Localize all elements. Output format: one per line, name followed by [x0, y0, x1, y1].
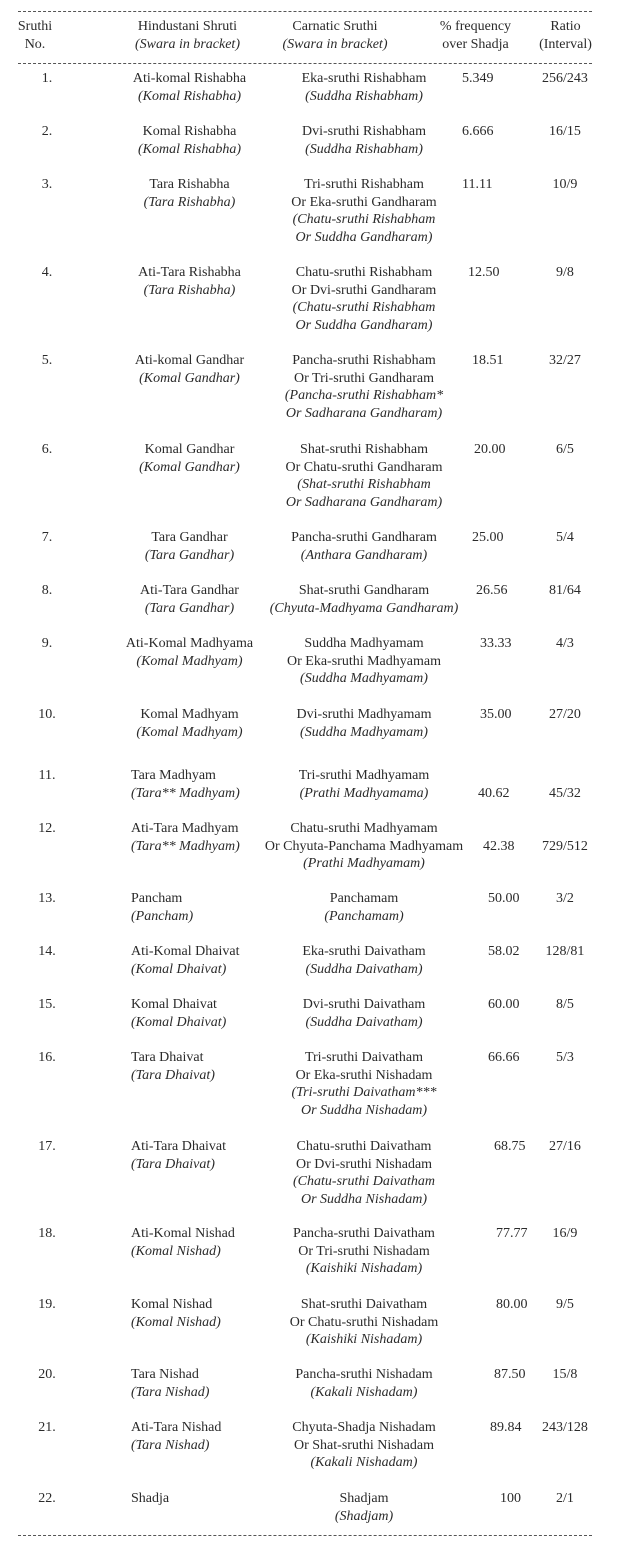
hindustani-name: Ati-Tara Rishabha: [138, 265, 241, 280]
ratio-value: 5/4: [556, 530, 574, 545]
carnatic-swara: (Chatu-sruthi Daivatham: [293, 1174, 435, 1189]
frequency-value: 50.00: [488, 891, 520, 906]
carnatic-name: Or Tri-sruthi Nishadam: [298, 1243, 430, 1259]
ratio-value: 729/512: [542, 839, 588, 854]
carnatic-name: Panchamam: [329, 891, 399, 906]
carnatic-name: Or Chatu-sruthi Gandharam: [285, 459, 443, 475]
table-header: [0, 18, 619, 58]
carnatic-name: Pancha-sruthi Daivatham: [293, 1226, 435, 1241]
hindustani-shruti: [122, 352, 257, 387]
ratio-value: 128/81: [545, 944, 585, 959]
header-rule: [18, 63, 592, 64]
hindustani-name: Ati-Tara Madhyam: [131, 821, 239, 836]
header-ratio: Ratio (Interval): [539, 19, 592, 52]
ratio-value: 27/20: [549, 707, 581, 722]
hindustani-swara: (Tara Nishad): [131, 1384, 210, 1400]
carnatic-swara: (Suddha Madhyamam): [300, 671, 428, 686]
carnatic-name: Or Eka-sruthi Gandharam: [291, 194, 437, 210]
hindustani-name: Komal Rishabha: [142, 124, 237, 139]
sruthi-number: 10.: [38, 707, 56, 722]
carnatic-swara: (Anthara Gandharam): [300, 547, 428, 563]
carnatic-name: Or Dvi-sruthi Gandharam: [291, 282, 437, 298]
header-carnatic: Carnatic Sruthi (Swara in bracket): [282, 19, 388, 52]
hindustani-shruti: [131, 996, 266, 1031]
hindustani-shruti: [131, 1419, 266, 1454]
hindustani-shruti: [122, 635, 257, 670]
carnatic-name: Pancha-sruthi Gandharam: [291, 530, 437, 545]
ratio-value: 243/128: [542, 1420, 588, 1435]
hindustani-shruti: [131, 1366, 266, 1401]
frequency-value: 35.00: [480, 707, 512, 722]
carnatic-swara: (Prathi Madhyamam): [303, 856, 425, 871]
sruthi-number: 1.: [41, 71, 53, 86]
ratio-value: 2/1: [556, 1491, 574, 1506]
frequency-value: 33.33: [480, 636, 512, 651]
carnatic-name: Or Chatu-sruthi Nishadam: [289, 1314, 439, 1330]
hindustani-name: Komal Dhaivat: [131, 997, 217, 1012]
carnatic-sruthi: [252, 176, 476, 246]
carnatic-swara: (Suddha Daivatham): [305, 961, 423, 977]
carnatic-name: Or Shat-sruthi Nishadam: [294, 1437, 434, 1453]
ratio-value: 32/27: [549, 353, 581, 368]
carnatic-name: Or Eka-sruthi Madhyamam: [287, 653, 441, 669]
sruthi-number: 9.: [41, 636, 53, 651]
frequency-value: 42.38: [483, 839, 515, 854]
hindustani-name: Tara Madhyam: [131, 768, 216, 783]
carnatic-swara: (Shat-sruthi Rishabham: [297, 477, 431, 492]
carnatic-name: Shadjam: [339, 1491, 389, 1506]
carnatic-swara: (Suddha Madhyamam): [300, 724, 428, 740]
carnatic-name: Chyuta-Shadja Nishadam: [292, 1420, 436, 1435]
carnatic-swara: Or Sadharana Gandharam): [285, 405, 443, 421]
header-no: Sruthi No.: [17, 19, 53, 52]
frequency-value: 25.00: [472, 530, 504, 545]
hindustani-shruti: [131, 820, 266, 855]
frequency-value: 40.62: [478, 786, 510, 801]
ratio-value: 6/5: [556, 442, 574, 457]
top-rule: [18, 11, 592, 12]
hindustani-swara: (Komal Nishad): [131, 1243, 221, 1259]
header-hindustani: Hindustani Shruti (Swara in bracket): [135, 19, 240, 52]
hindustani-shruti: [131, 1049, 266, 1084]
hindustani-shruti: [122, 529, 257, 564]
hindustani-shruti: [131, 767, 266, 802]
hindustani-shruti: [122, 582, 257, 617]
hindustani-swara: (Pancham): [131, 908, 194, 924]
frequency-value: 68.75: [494, 1139, 526, 1154]
hindustani-name: Ati-komal Gandhar: [134, 353, 245, 368]
sruthi-number: 20.: [38, 1367, 56, 1382]
carnatic-sruthi: [252, 1296, 476, 1349]
hindustani-name: Shadja: [131, 1491, 170, 1506]
sruthi-number: 4.: [41, 265, 53, 280]
hindustani-shruti: [131, 1138, 266, 1173]
hindustani-name: Ati-Tara Nishad: [131, 1420, 222, 1435]
hindustani-swara: (Komal Gandhar): [139, 370, 240, 386]
sruthi-number: 16.: [38, 1050, 56, 1065]
ratio-value: 8/5: [556, 997, 574, 1012]
carnatic-name: Suddha Madhyamam: [304, 636, 424, 651]
ratio-value: 4/3: [556, 636, 574, 651]
carnatic-swara: (Pancha-sruthi Rishabham*: [284, 388, 444, 403]
sruthi-number: 17.: [38, 1139, 56, 1154]
hindustani-name: Komal Nishad: [131, 1297, 213, 1312]
hindustani-shruti: [131, 943, 266, 978]
sruthi-number: 6.: [41, 442, 53, 457]
hindustani-name: Komal Gandhar: [144, 442, 235, 457]
hindustani-swara: (Tara** Madhyam): [131, 838, 240, 854]
hindustani-shruti: [122, 264, 257, 299]
hindustani-name: Tara Dhaivat: [131, 1050, 204, 1065]
sruthi-number: 8.: [41, 583, 53, 598]
carnatic-name: Tri-sruthi Rishabham: [304, 177, 424, 192]
hindustani-shruti: [122, 123, 257, 158]
hindustani-name: Komal Madhyam: [140, 707, 239, 722]
carnatic-swara: (Tri-sruthi Daivatham***: [291, 1085, 437, 1100]
carnatic-name: Dvi-sruthi Daivatham: [302, 997, 426, 1012]
hindustani-swara: (Tara Dhaivat): [131, 1156, 215, 1172]
ratio-value: 256/243: [542, 71, 588, 86]
carnatic-sruthi: [252, 70, 476, 105]
sruthi-number: 15.: [38, 997, 56, 1012]
carnatic-name: Eka-sruthi Rishabham: [301, 71, 427, 86]
frequency-value: 26.56: [476, 583, 508, 598]
hindustani-swara: (Tara Dhaivat): [131, 1067, 215, 1083]
sruthi-number: 18.: [38, 1226, 56, 1241]
carnatic-name: Shat-sruthi Rishabham: [300, 442, 428, 457]
hindustani-swara: (Komal Nishad): [131, 1314, 221, 1330]
frequency-value: 20.00: [474, 442, 506, 457]
carnatic-swara: (Panchamam): [324, 908, 404, 924]
carnatic-sruthi: [252, 996, 476, 1031]
frequency-value: 77.77: [496, 1226, 528, 1241]
hindustani-name: Pancham: [131, 891, 183, 906]
carnatic-sruthi: [252, 706, 476, 741]
carnatic-sruthi: [252, 352, 476, 422]
frequency-value: 89.84: [490, 1420, 522, 1435]
sruthi-number: 21.: [38, 1420, 56, 1435]
carnatic-name: Or Dvi-sruthi Nishadam: [295, 1156, 433, 1172]
carnatic-sruthi: [252, 1049, 476, 1119]
ratio-value: 27/16: [549, 1139, 581, 1154]
carnatic-swara: (Chatu-sruthi Rishabham: [292, 212, 436, 227]
carnatic-swara: (Suddha Daivatham): [305, 1014, 423, 1030]
carnatic-name: Tri-sruthi Madhyamam: [298, 768, 430, 783]
sruthi-number: 2.: [41, 124, 53, 139]
hindustani-swara: (Tara Nishad): [131, 1437, 210, 1453]
carnatic-name: Chatu-sruthi Madhyamam: [290, 821, 438, 836]
hindustani-name: Ati-Tara Gandhar: [140, 583, 239, 598]
carnatic-name: Pancha-sruthi Rishabham: [292, 353, 436, 368]
carnatic-name: Shat-sruthi Daivatham: [300, 1297, 428, 1312]
carnatic-swara: (Chyuta-Madhyama Gandharam): [269, 600, 459, 616]
hindustani-shruti: [122, 706, 257, 741]
hindustani-swara: (Komal Dhaivat): [131, 961, 227, 977]
carnatic-swara: Or Suddha Nishadam): [300, 1191, 427, 1207]
carnatic-swara: (Shadjam): [334, 1508, 394, 1524]
carnatic-name: Or Tri-sruthi Gandharam: [294, 370, 434, 386]
hindustani-swara: (Tara Gandhar): [144, 547, 235, 563]
carnatic-name: Tri-sruthi Daivatham: [304, 1050, 424, 1065]
hindustani-swara: (Komal Madhyam): [136, 653, 243, 669]
carnatic-sruthi: [252, 943, 476, 978]
carnatic-sruthi: [252, 890, 476, 925]
hindustani-shruti: [131, 1490, 266, 1508]
ratio-value: 15/8: [552, 1367, 578, 1382]
frequency-value: 87.50: [494, 1367, 526, 1382]
bottom-rule: [18, 1535, 592, 1536]
carnatic-name: Eka-sruthi Daivatham: [302, 944, 426, 959]
carnatic-sruthi: [252, 1366, 476, 1401]
carnatic-sruthi: [252, 582, 476, 617]
carnatic-sruthi: [252, 529, 476, 564]
hindustani-shruti: [122, 176, 257, 211]
hindustani-swara: (Komal Gandhar): [139, 459, 240, 475]
carnatic-swara: Or Suddha Nishadam): [300, 1102, 427, 1118]
hindustani-name: Ati-Komal Nishad: [131, 1226, 235, 1241]
ratio-value: 45/32: [549, 786, 581, 801]
ratio-value: 3/2: [556, 891, 574, 906]
carnatic-name: Chatu-sruthi Daivatham: [296, 1139, 432, 1154]
carnatic-sruthi: [252, 1225, 476, 1278]
carnatic-sruthi: [252, 441, 476, 511]
hindustani-name: Tara Rishabha: [149, 177, 230, 192]
hindustani-shruti: [122, 441, 257, 476]
carnatic-name: Or Eka-sruthi Nishadam: [295, 1067, 433, 1083]
hindustani-shruti: [131, 890, 266, 925]
hindustani-swara: (Tara Rishabha): [143, 194, 236, 210]
carnatic-sruthi: [252, 1419, 476, 1472]
hindustani-name: Tara Nishad: [131, 1367, 199, 1382]
hindustani-swara: (Tara Rishabha): [143, 282, 236, 298]
carnatic-sruthi: [252, 1490, 476, 1525]
sruthi-number: 13.: [38, 891, 56, 906]
sruthi-number: 11.: [38, 768, 56, 783]
frequency-value: 66.66: [488, 1050, 520, 1065]
carnatic-swara: (Kaishiki Nishadam): [305, 1261, 423, 1276]
carnatic-name: Dvi-sruthi Rishabham: [301, 124, 427, 139]
carnatic-swara: Or Suddha Gandharam): [295, 317, 433, 333]
carnatic-swara: (Kakali Nishadam): [310, 1455, 418, 1470]
ratio-value: 9/8: [556, 265, 574, 280]
hindustani-swara: (Tara Gandhar): [144, 600, 235, 616]
ratio-value: 9/5: [556, 1297, 574, 1312]
carnatic-name: Or Chyuta-Panchama Madhyamam: [264, 838, 464, 854]
carnatic-sruthi: [252, 1138, 476, 1208]
hindustani-name: Ati-Komal Madhyama: [125, 636, 254, 651]
ratio-value: 5/3: [556, 1050, 574, 1065]
carnatic-swara: (Chatu-sruthi Rishabham: [292, 300, 436, 315]
carnatic-swara: Or Suddha Gandharam): [295, 229, 433, 245]
header-frequency: % frequency over Shadja: [439, 19, 512, 52]
carnatic-name: Chatu-sruthi Rishabham: [295, 265, 433, 280]
frequency-value: 58.02: [488, 944, 520, 959]
carnatic-swara: (Prathi Madhyamama): [299, 785, 429, 801]
carnatic-sruthi: [252, 635, 476, 688]
carnatic-name: Pancha-sruthi Nishadam: [295, 1367, 433, 1382]
hindustani-name: Ati-komal Rishabha: [132, 71, 247, 86]
sruthi-number: 19.: [38, 1297, 56, 1312]
carnatic-name: Dvi-sruthi Madhyamam: [296, 707, 432, 722]
frequency-value: 18.51: [472, 353, 504, 368]
hindustani-swara: (Komal Rishabha): [137, 141, 242, 157]
frequency-value: 6.666: [462, 124, 494, 139]
ratio-value: 16/15: [549, 124, 581, 139]
carnatic-sruthi: [252, 767, 476, 802]
carnatic-swara: (Suddha Rishabham): [305, 88, 423, 104]
carnatic-sruthi: [252, 264, 476, 334]
hindustani-shruti: [131, 1296, 266, 1331]
hindustani-name: Ati-Tara Dhaivat: [131, 1139, 227, 1154]
sruthi-number: 12.: [38, 821, 56, 836]
hindustani-swara: (Komal Dhaivat): [131, 1014, 227, 1030]
frequency-value: 80.00: [496, 1297, 528, 1312]
sruthi-number: 3.: [41, 177, 53, 192]
sruthi-number: 7.: [41, 530, 53, 545]
carnatic-sruthi: [252, 123, 476, 158]
carnatic-name: Shat-sruthi Gandharam: [298, 583, 430, 598]
sruthi-number: 22.: [38, 1491, 56, 1506]
ratio-value: 10/9: [552, 177, 578, 192]
frequency-value: 12.50: [468, 265, 500, 280]
sruthi-number: 5.: [41, 353, 53, 368]
hindustani-swara: (Tara** Madhyam): [131, 785, 240, 801]
frequency-value: 60.00: [488, 997, 520, 1012]
sruthi-number: 14.: [38, 944, 56, 959]
hindustani-shruti: [122, 70, 257, 105]
hindustani-name: Ati-Komal Dhaivat: [131, 944, 240, 959]
carnatic-swara: (Kakali Nishadam): [310, 1384, 418, 1400]
hindustani-name: Tara Gandhar: [151, 530, 228, 545]
ratio-value: 81/64: [549, 583, 581, 598]
frequency-value: 100: [500, 1491, 521, 1506]
frequency-value: 5.349: [462, 71, 494, 86]
carnatic-swara: Or Sadharana Gandharam): [285, 494, 443, 510]
ratio-value: 16/9: [552, 1226, 578, 1241]
carnatic-sruthi: [252, 820, 476, 873]
frequency-value: 11.11: [462, 177, 493, 192]
hindustani-swara: (Komal Madhyam): [136, 724, 243, 740]
carnatic-swara: (Kaishiki Nishadam): [305, 1332, 423, 1347]
carnatic-swara: (Suddha Rishabham): [305, 141, 423, 157]
hindustani-shruti: [131, 1225, 266, 1260]
hindustani-swara: (Komal Rishabha): [137, 88, 242, 104]
